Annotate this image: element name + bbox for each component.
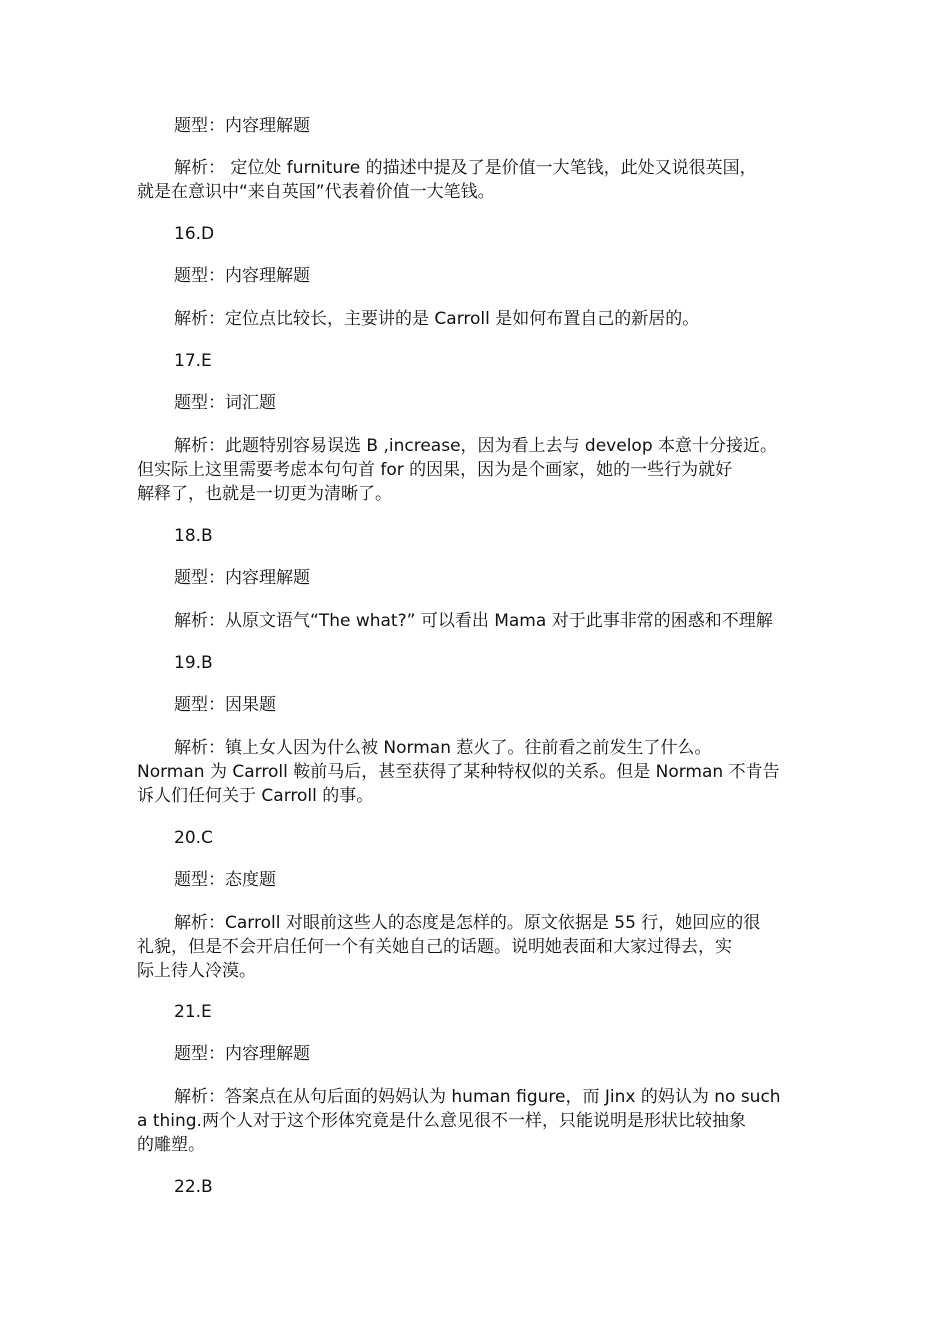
analysis-line: 诉人们任何关于 Carroll 的事。 [137,786,374,806]
analysis-line: 礼貌，但是不会开启任何一个有关她自己的话题。说明她表面和大家过得去，实 [137,937,732,957]
analysis-line: 的雕塑。 [137,1135,205,1155]
answer-number: 19.B [174,653,213,673]
analysis-line: 解析：镇上女人因为什么被 Norman 惹火了。往前看之前发生了什么。 [174,738,712,758]
answer-number: 18.B [174,526,213,546]
analysis-line: a thing.两个人对于这个形体究竟是什么意见很不一样，只能说明是形状比较抽象 [137,1111,746,1131]
question-type: 题型：内容理解题 [174,266,310,286]
question-type: 题型：内容理解题 [174,116,310,136]
question-type: 题型：态度题 [174,870,276,890]
analysis-line: Norman 为 Carroll 鞍前马后，甚至获得了某种特权似的关系。但是 Norman 不肯告 [137,762,780,782]
question-type: 题型：内容理解题 [174,1044,310,1064]
question-type: 题型：词汇题 [174,393,276,413]
answer-number: 17.E [174,351,212,371]
analysis-line: 解释了，也就是一切更为清晰了。 [137,484,392,504]
analysis-line: 解析： 定位处 furniture 的描述中提及了是价值一大笔钱，此处又说很英国， [174,158,757,178]
answer-number: 21.E [174,1002,212,1022]
analysis-line: 际上待人冷漠。 [137,961,256,981]
answer-number: 16.D [174,224,215,244]
analysis-line: 解析：定位点比较长，主要讲的是 Carroll 是如何布置自己的新居的。 [174,309,700,329]
question-type: 题型：因果题 [174,695,276,715]
analysis-line: 解析：答案点在从句后面的妈妈认为 human figure，而 Jinx 的妈认为 no such [174,1087,781,1107]
analysis-line: 解析：从原文语气“The what?” 可以看出 Mama 对于此事非常的困惑和不理解 [174,611,773,631]
question-type: 题型：内容理解题 [174,568,310,588]
answer-number: 20.C [174,828,213,848]
analysis-line: 就是在意识中“来自英国”代表着价值一大笔钱。 [137,182,495,202]
analysis-line: 但实际上这里需要考虑本句句首 for 的因果，因为是个画家，她的一些行为就好 [137,460,733,480]
analysis-line: 解析：此题特别容易误选 B ,increase，因为看上去与 develop 本意十分接近。 [174,436,778,456]
answer-number: 22.B [174,1177,213,1197]
analysis-line: 解析：Carroll 对眼前这些人的态度是怎样的。原文依据是 55 行，她回应的很 [174,913,761,933]
